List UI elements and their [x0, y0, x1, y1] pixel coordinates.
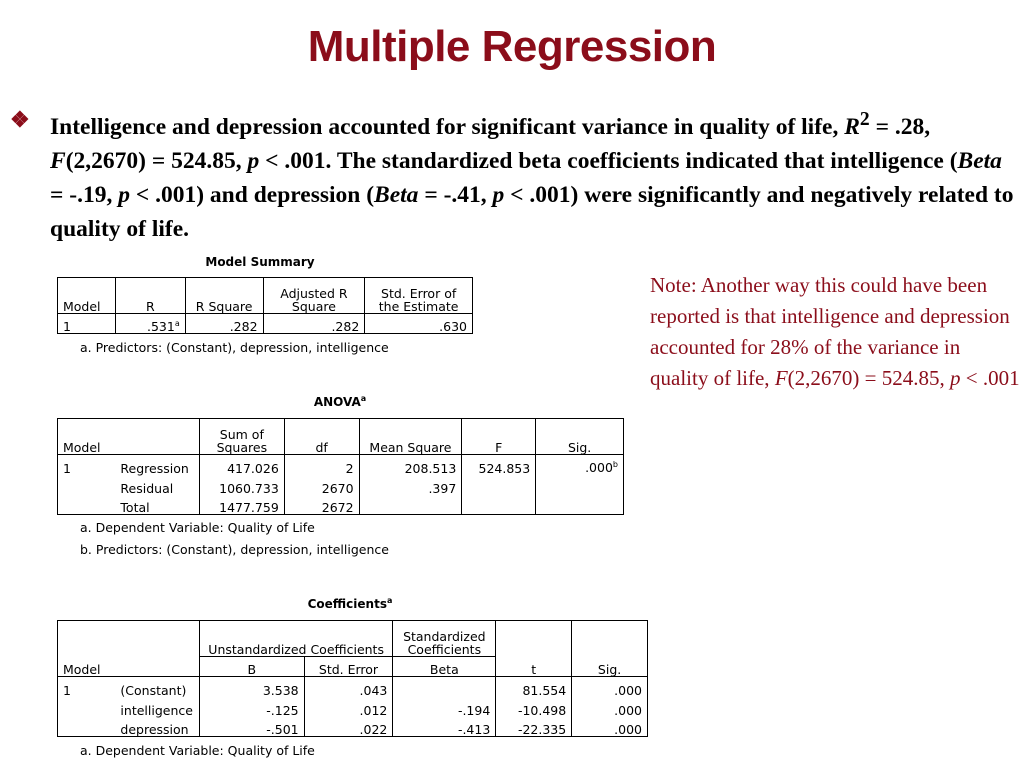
- table-row: [58, 455, 624, 475]
- cell-label: (Constant): [115, 677, 199, 697]
- cell-b: -.501: [199, 717, 304, 737]
- cell-model: [58, 697, 116, 717]
- header-df: df: [284, 419, 359, 455]
- header-blank: [115, 419, 199, 455]
- cell-f: [462, 495, 536, 515]
- cell-b: 3.538: [199, 677, 304, 697]
- header-unstandardized: Unstandardized Coefficients: [199, 621, 392, 657]
- anova-table: [57, 418, 624, 515]
- cell-beta: -.194: [393, 697, 496, 717]
- cell-beta: -.413: [393, 717, 496, 737]
- header-sum-of-squares: Sum of Squares: [199, 419, 284, 455]
- cell-label: Residual: [115, 475, 199, 495]
- header-b: B: [199, 657, 304, 677]
- cell-model: 1: [58, 455, 116, 475]
- coefficients-title: Coefficients$^a$: [307, 596, 393, 611]
- cell-f: 524.853: [462, 455, 536, 475]
- diamond-bullet-icon: ❖: [10, 107, 30, 132]
- cell-se: .043: [304, 677, 393, 697]
- cell-sig: [536, 495, 624, 515]
- cell-label: intelligence: [115, 697, 199, 717]
- header-t: t: [496, 621, 572, 677]
- header-sig: Sig.: [572, 621, 648, 677]
- model-summary-table: [57, 277, 473, 334]
- cell-model: [58, 495, 116, 515]
- cell-sig: .000: [572, 697, 648, 717]
- cell-sig: .000: [572, 677, 648, 697]
- cell-ms: [359, 495, 462, 515]
- cell-label: Regression: [115, 455, 199, 475]
- bullet-text: Intelligence and depression accounted for significant variance in quality of life, $R^2 = .28$, F(2,2670) = 524.85, p < .001. The standardized beta coefficients indicated that intelligence (Beta = -.19, p < .001) and depression (Beta = -.41, p < .001) were significantly and negatively related to quality of life.: [50, 109, 1014, 242]
- cell-model: 1: [58, 677, 116, 697]
- header-std-error: Std. Error: [304, 657, 393, 677]
- cell-r: .531$^a$: [115, 314, 185, 334]
- cell-se: .012: [304, 697, 393, 717]
- cell-label: depression: [115, 717, 199, 737]
- cell-r-square: .282: [185, 314, 263, 334]
- header-model: Model: [58, 621, 116, 677]
- coefficients-table: [57, 620, 648, 737]
- cell-f: [462, 475, 536, 495]
- table-row: [58, 677, 648, 697]
- header-adj-r-square: Adjusted R Square: [263, 278, 365, 314]
- cell-ss: 417.026: [199, 455, 284, 475]
- header-r: R: [115, 278, 185, 314]
- cell-t: -22.335: [496, 717, 572, 737]
- header-standardized: Standardized Coefficients: [393, 621, 496, 657]
- cell-sig: [536, 475, 624, 495]
- cell-se: .022: [304, 717, 393, 737]
- header-blank: [115, 621, 199, 677]
- cell-ms: .397: [359, 475, 462, 495]
- header-mean-square: Mean Square: [359, 419, 462, 455]
- cell-ss: 1477.759: [199, 495, 284, 515]
- table-row: [58, 314, 473, 334]
- cell-label: Total: [115, 495, 199, 515]
- bullet-paragraph: [10, 103, 1020, 246]
- slide-title: Multiple Regression: [307, 22, 717, 71]
- note-text: Note: Another way this could have been reported is that intelligence and depression accounted for 28% of the variance in quality of life, F(2,2670) = 524.85, p < .001: [650, 273, 1020, 390]
- cell-beta: [393, 677, 496, 697]
- table-row: [58, 717, 648, 737]
- cell-model: [58, 717, 116, 737]
- model-summary-title: Model Summary: [205, 255, 315, 269]
- header-beta: Beta: [393, 657, 496, 677]
- anova-footnote-a: a. Dependent Variable: Quality of Life: [80, 520, 315, 535]
- header-std-error: Std. Error of the Estimate: [365, 278, 473, 314]
- cell-sig: .000$^b$: [536, 455, 624, 475]
- cell-model: 1: [58, 314, 116, 334]
- header-model: Model: [58, 278, 116, 314]
- header-sig: Sig.: [536, 419, 624, 455]
- cell-df: 2: [284, 455, 359, 475]
- table-row: [58, 475, 624, 495]
- header-f: F: [462, 419, 536, 455]
- anova-title: ANOVA$^a$: [313, 394, 367, 409]
- cell-std-error: .630: [365, 314, 473, 334]
- anova-footnote-b: b. Predictors: (Constant), depression, intelligence: [80, 542, 389, 557]
- header-r-square: R Square: [185, 278, 263, 314]
- header-model: Model: [58, 419, 116, 455]
- table-row: [58, 495, 624, 515]
- model-summary-footnote: a. Predictors: (Constant), depression, intelligence: [80, 340, 389, 355]
- cell-df: 2672: [284, 495, 359, 515]
- coefficients-footnote: a. Dependent Variable: Quality of Life: [80, 743, 315, 758]
- cell-ss: 1060.733: [199, 475, 284, 495]
- cell-b: -.125: [199, 697, 304, 717]
- table-row: [58, 697, 648, 717]
- cell-ms: 208.513: [359, 455, 462, 475]
- cell-df: 2670: [284, 475, 359, 495]
- cell-model: [58, 475, 116, 495]
- cell-t: -10.498: [496, 697, 572, 717]
- cell-sig: .000: [572, 717, 648, 737]
- cell-t: 81.554: [496, 677, 572, 697]
- cell-adj-r-square: .282: [263, 314, 365, 334]
